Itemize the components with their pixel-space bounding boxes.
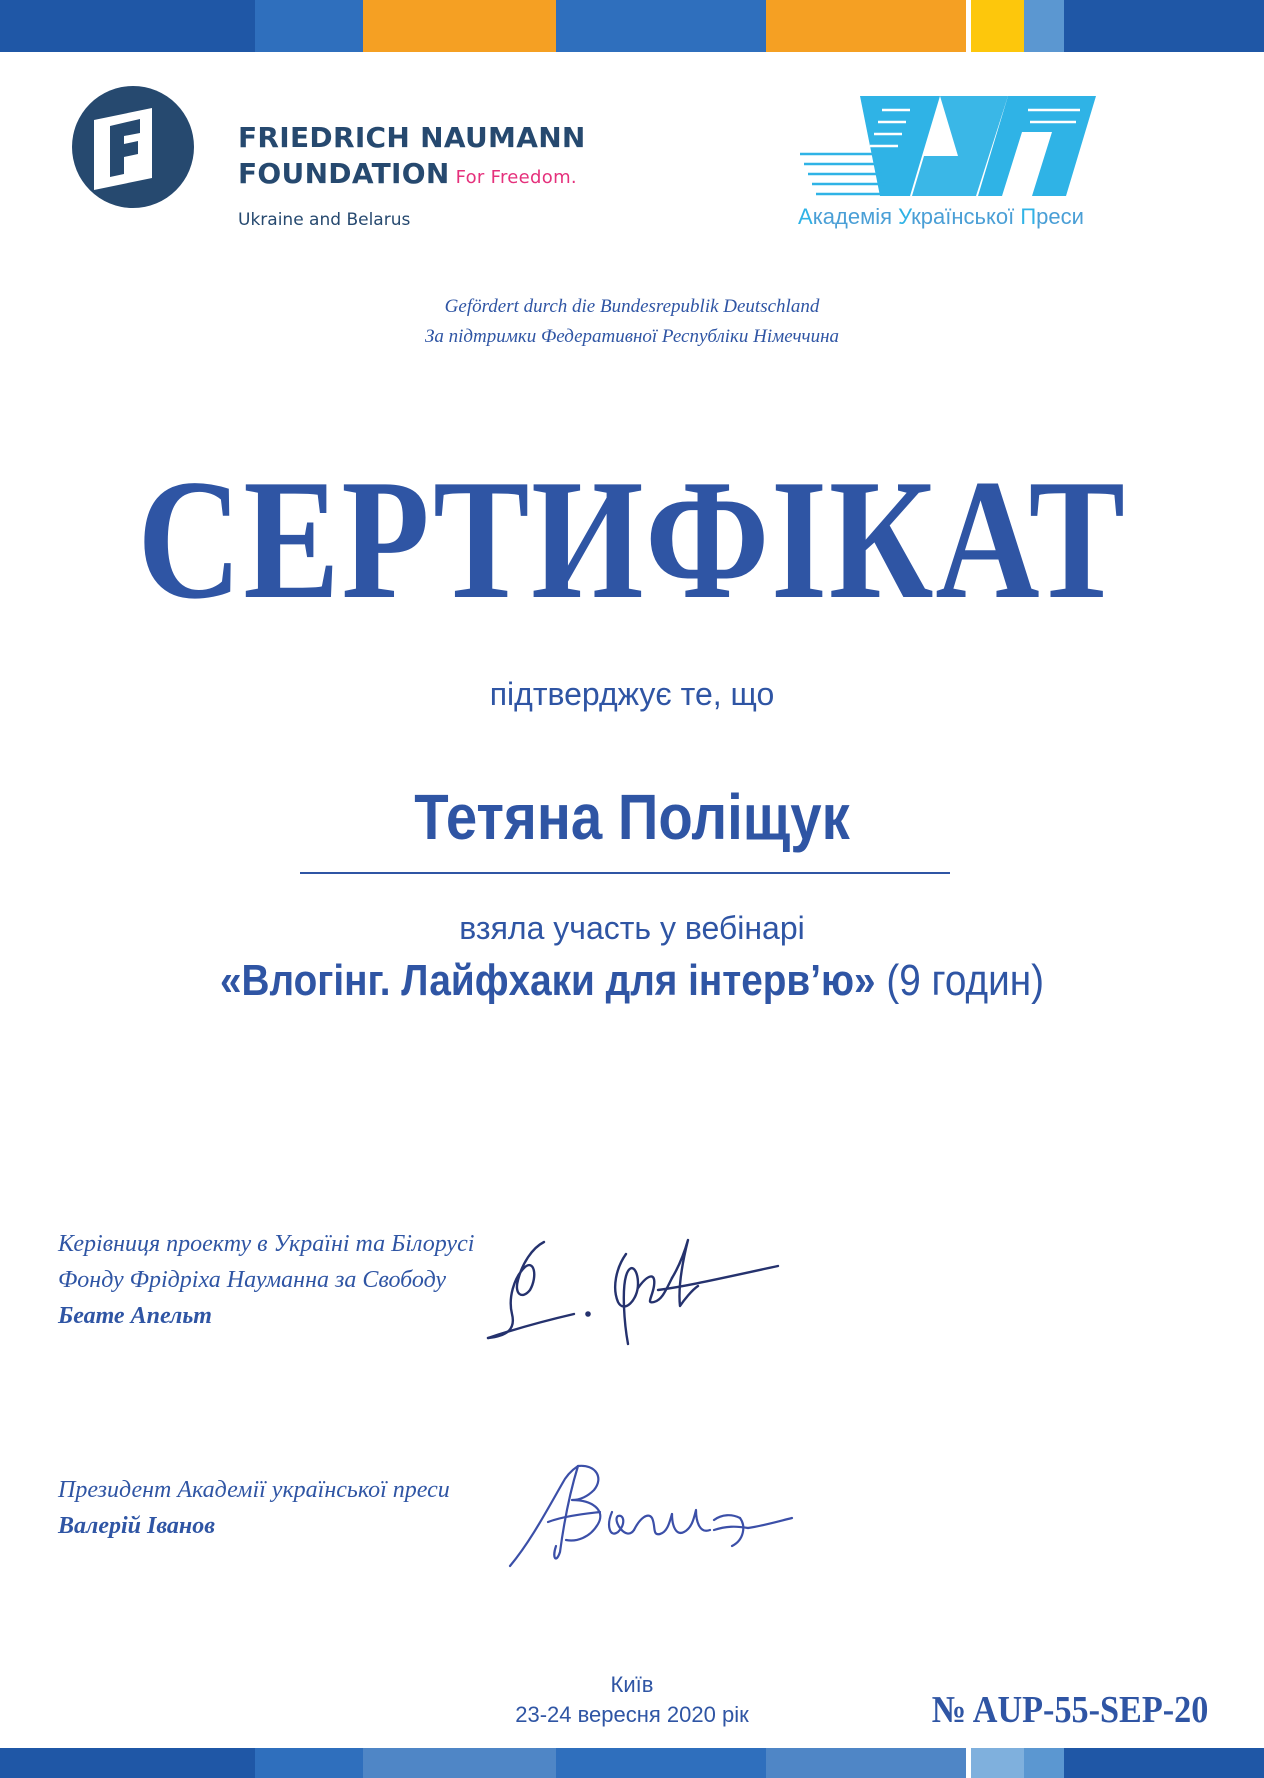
top-color-stripe <box>0 0 1264 52</box>
aup-name-part: реси <box>1036 204 1084 229</box>
course-name: «Влогінг. Лайфхаки для інтерв’ю» <box>219 956 876 1005</box>
signature-1-icon <box>478 1228 788 1348</box>
certificate-number: № AUP-55-SEP-20 <box>931 1689 1208 1731</box>
aup-name-part: П <box>1020 204 1037 229</box>
recipient-name: Тетяна Поліщук <box>414 781 850 853</box>
name-underline <box>300 872 950 874</box>
course-title <box>76 956 1188 1006</box>
fnf-title <box>238 120 586 196</box>
course-hours: (9 годин) <box>886 956 1045 1005</box>
signatory-1-name: Беате Апельт <box>58 1303 212 1329</box>
signatory-1 <box>58 1226 474 1334</box>
support-line-german: Gefördert durch die Bundesrepublik Deutschland <box>444 296 820 317</box>
signatory-1-role-line1: Керівниця проекту в Україні та Білорусі <box>58 1231 475 1257</box>
signatory-1-role-line2: Фонду Фрідріха Науманна за Свободу <box>58 1267 447 1293</box>
confirms-text: підтверджує те, що <box>489 676 775 712</box>
fnf-title-line1: FRIEDRICH NAUMANN <box>238 121 586 154</box>
aup-name-part: країнської <box>911 204 1021 229</box>
bottom-color-stripe <box>0 1748 1264 1778</box>
signatory-2-role-line1: Президент Академії української преси <box>58 1477 450 1503</box>
aup-name-part: У <box>898 204 912 229</box>
aup-emblem-icon <box>790 92 1100 200</box>
fnf-subtitle: Ukraine and Belarus <box>238 210 411 230</box>
aup-name-part: А <box>798 204 813 229</box>
signatory-2-name: Валерій Іванов <box>58 1513 215 1539</box>
f-emblem-icon <box>72 86 194 208</box>
aup-name <box>798 204 1084 230</box>
fnf-logo <box>72 86 632 246</box>
support-line-ukrainian: За підтримки Федеративної Республіки Німеччина <box>424 326 840 347</box>
fnf-tagline: For Freedom. <box>455 167 577 188</box>
signature-2-icon <box>500 1456 810 1576</box>
signatory-2 <box>58 1472 450 1544</box>
participation-text: взяла участь у вебінарі <box>459 910 805 946</box>
certificate-title: СЕРТИФІКАТ <box>137 445 1127 635</box>
aup-logo <box>790 92 1100 242</box>
fnf-title-line2: FOUNDATION <box>238 157 450 190</box>
aup-name-part: кадемія <box>812 204 899 229</box>
footer-date: 23-24 вересня 2020 рік <box>515 1702 749 1727</box>
footer-city: Київ <box>610 1672 654 1697</box>
